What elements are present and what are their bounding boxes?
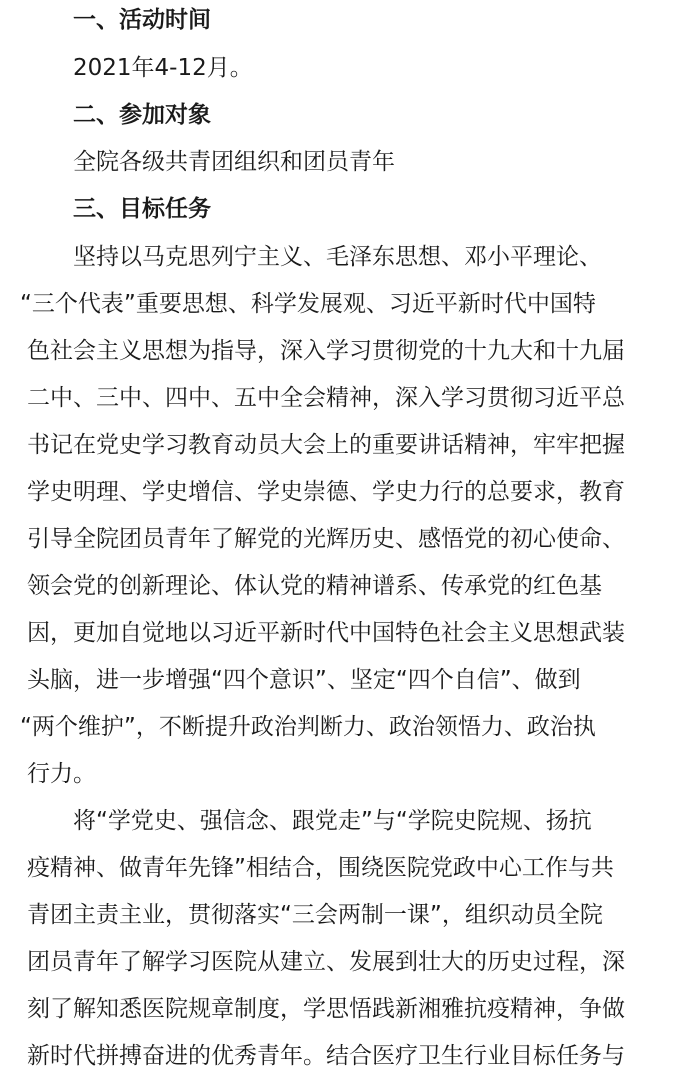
participants-text: 全院各级共青团组织和团员青年 [73,149,395,175]
goals-paragraph1-line: “两个维护”，不断提升政治判断力、政治领悟力、政治执 [20,714,596,740]
goals-paragraph1-line: 因，更加自觉地以习近平新时代中国特色社会主义思想武装 [27,620,625,646]
section-heading-participants: 二、参加对象 [73,102,211,128]
goals-paragraph2-line: 团员青年了解学习医院从建立、发展到壮大的历史过程，深 [27,949,625,975]
goals-paragraph1-line: 引导全院团员青年了解党的光辉历史、感悟党的初心使命、 [27,526,625,552]
goals-paragraph2-line: 将“学党史、强信念、跟党走”与“学院史院规、扬抗 [73,808,592,834]
goals-paragraph2-line: 疫精神、做青年先锋”相结合，围绕医院党政中心工作与共 [27,855,614,881]
goals-paragraph1-line: 行力。 [27,761,96,787]
section-heading-activity-time: 一、活动时间 [73,7,211,33]
goals-paragraph1-line: 头脑，进一步增强“四个意识”、坚定“四个自信”、做到 [27,667,581,693]
goals-paragraph2-line: 新时代拼搏奋进的优秀青年。结合医疗卫生行业目标任务与 [27,1043,625,1069]
goals-paragraph1-line: 领会党的创新理论、体认党的精神谱系、传承党的红色基 [27,573,602,599]
goals-paragraph2-line: 青团主责主业，贯彻落实“三会两制一课”，组织动员全院 [27,902,603,928]
section-heading-goals: 三、目标任务 [73,196,211,222]
goals-paragraph1-line: 书记在党史学习教育动员大会上的重要讲话精神，牢牢把握 [27,432,625,458]
goals-paragraph1-line: 二中、三中、四中、五中全会精神，深入学习贯彻习近平总 [27,385,625,411]
activity-time-text: 2021年4-12月。 [73,55,253,81]
goals-paragraph1-line: 坚持以马克思列宁主义、毛泽东思想、邓小平理论、 [73,244,602,270]
goals-paragraph2-line: 刻了解知悉医院规章制度，学思悟践新湘雅抗疫精神，争做 [27,996,625,1022]
goals-paragraph1-line: 色社会主义思想为指导，深入学习贯彻党的十九大和十九届 [27,338,625,364]
goals-paragraph1-line: 学史明理、学史增信、学史崇德、学史力行的总要求，教育 [27,479,625,505]
goals-paragraph1-line: “三个代表”重要思想、科学发展观、习近平新时代中国特 [20,291,596,317]
